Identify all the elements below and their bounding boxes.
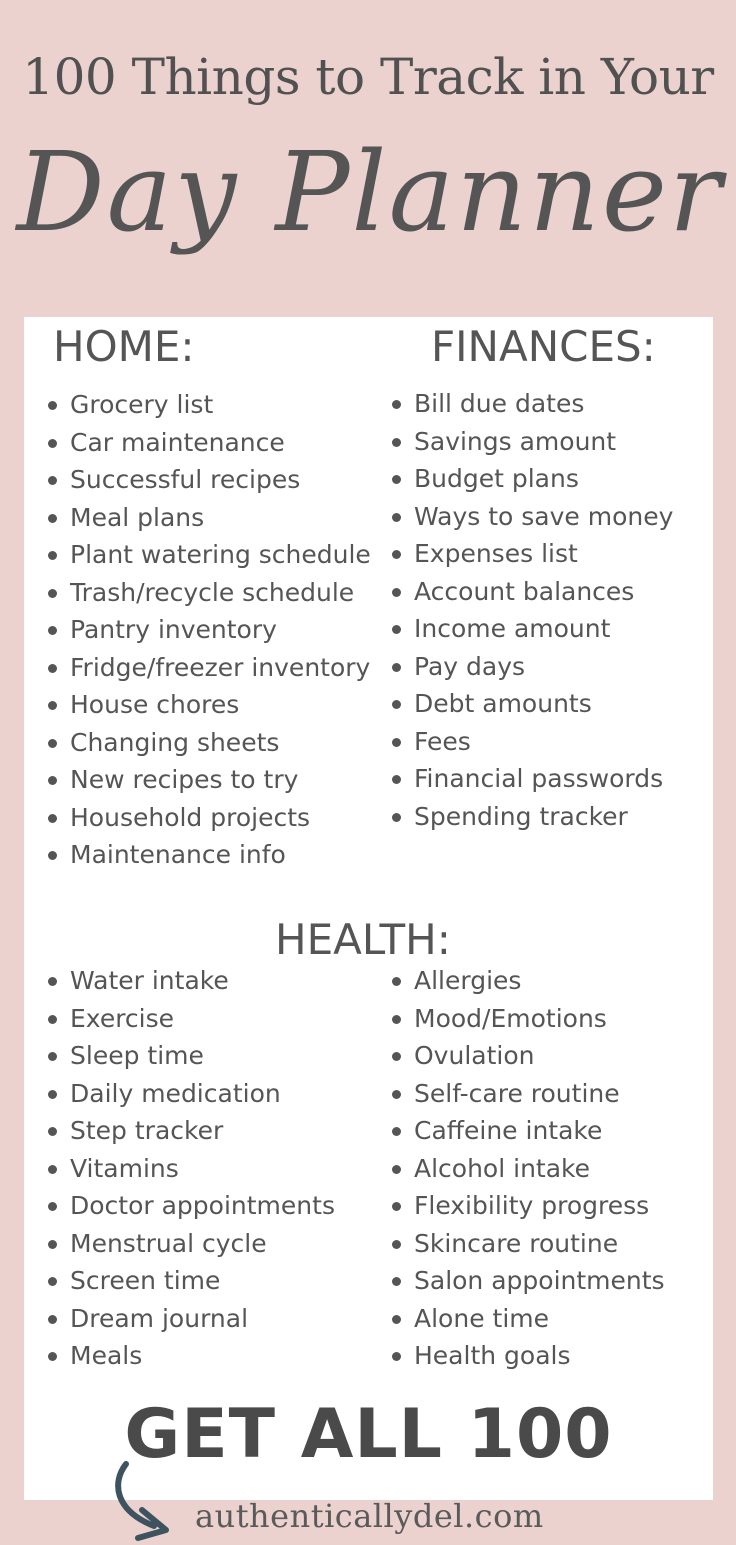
list-item: Bill due dates — [392, 385, 673, 423]
list-item: Pay days — [392, 648, 673, 686]
list-item: Ways to save money — [392, 498, 673, 536]
list-item: Spending tracker — [392, 798, 673, 836]
list-item: Changing sheets — [48, 724, 371, 762]
content-card — [24, 317, 713, 1500]
list-item: Self-care routine — [392, 1075, 665, 1113]
list-item: Car maintenance — [48, 424, 371, 462]
get-all-button[interactable]: GET ALL 100 — [124, 1395, 613, 1474]
list-item: Successful recipes — [48, 461, 371, 499]
list-item: Budget plans — [392, 460, 673, 498]
list-item: Meals — [48, 1337, 335, 1375]
finances-heading: FINANCES: — [431, 322, 656, 371]
list-item: Pantry inventory — [48, 611, 371, 649]
list-item: Exercise — [48, 1000, 335, 1038]
health-heading: HEALTH: — [275, 915, 451, 964]
list-item: Health goals — [392, 1337, 665, 1375]
home-list — [48, 386, 371, 874]
list-item: Water intake — [48, 962, 335, 1000]
list-item: Salon appointments — [392, 1262, 665, 1300]
website-link[interactable]: authenticallydel.com — [195, 1497, 544, 1535]
list-item: Ovulation — [392, 1037, 665, 1075]
list-item: Maintenance info — [48, 836, 371, 874]
list-item: House chores — [48, 686, 371, 724]
finances-list — [392, 385, 673, 835]
list-item: Grocery list — [48, 386, 371, 424]
list-item: Allergies — [392, 962, 665, 1000]
home-heading: HOME: — [53, 322, 195, 371]
list-item: Plant watering schedule — [48, 536, 371, 574]
list-item: Step tracker — [48, 1112, 335, 1150]
curved-arrow-icon — [108, 1458, 178, 1543]
list-item: Flexibility progress — [392, 1187, 665, 1225]
list-item: Daily medication — [48, 1075, 335, 1113]
list-item: Trash/recycle schedule — [48, 574, 371, 612]
script-title-text: Day Planner — [16, 128, 724, 256]
list-item: Doctor appointments — [48, 1187, 335, 1225]
list-item: Sleep time — [48, 1037, 335, 1075]
list-item: Meal plans — [48, 499, 371, 537]
script-title — [16, 105, 724, 305]
list-item: New recipes to try — [48, 761, 371, 799]
list-item: Income amount — [392, 610, 673, 648]
list-item: Fees — [392, 723, 673, 761]
list-item: Financial passwords — [392, 760, 673, 798]
list-item: Menstrual cycle — [48, 1225, 335, 1263]
list-item: Alcohol intake — [392, 1150, 665, 1188]
health-list-right — [392, 962, 665, 1375]
list-item: Screen time — [48, 1262, 335, 1300]
list-item: Skincare routine — [392, 1225, 665, 1263]
list-item: Expenses list — [392, 535, 673, 573]
list-item: Fridge/freezer inventory — [48, 649, 371, 687]
list-item: Dream journal — [48, 1300, 335, 1338]
list-item: Account balances — [392, 573, 673, 611]
list-item: Mood/Emotions — [392, 1000, 665, 1038]
list-item: Caffeine intake — [392, 1112, 665, 1150]
list-item: Household projects — [48, 799, 371, 837]
title-line: 100 Things to Track in Your — [22, 48, 714, 106]
list-item: Debt amounts — [392, 685, 673, 723]
list-item: Savings amount — [392, 423, 673, 461]
list-item: Alone time — [392, 1300, 665, 1338]
list-item: Vitamins — [48, 1150, 335, 1188]
health-list-left — [48, 962, 335, 1375]
